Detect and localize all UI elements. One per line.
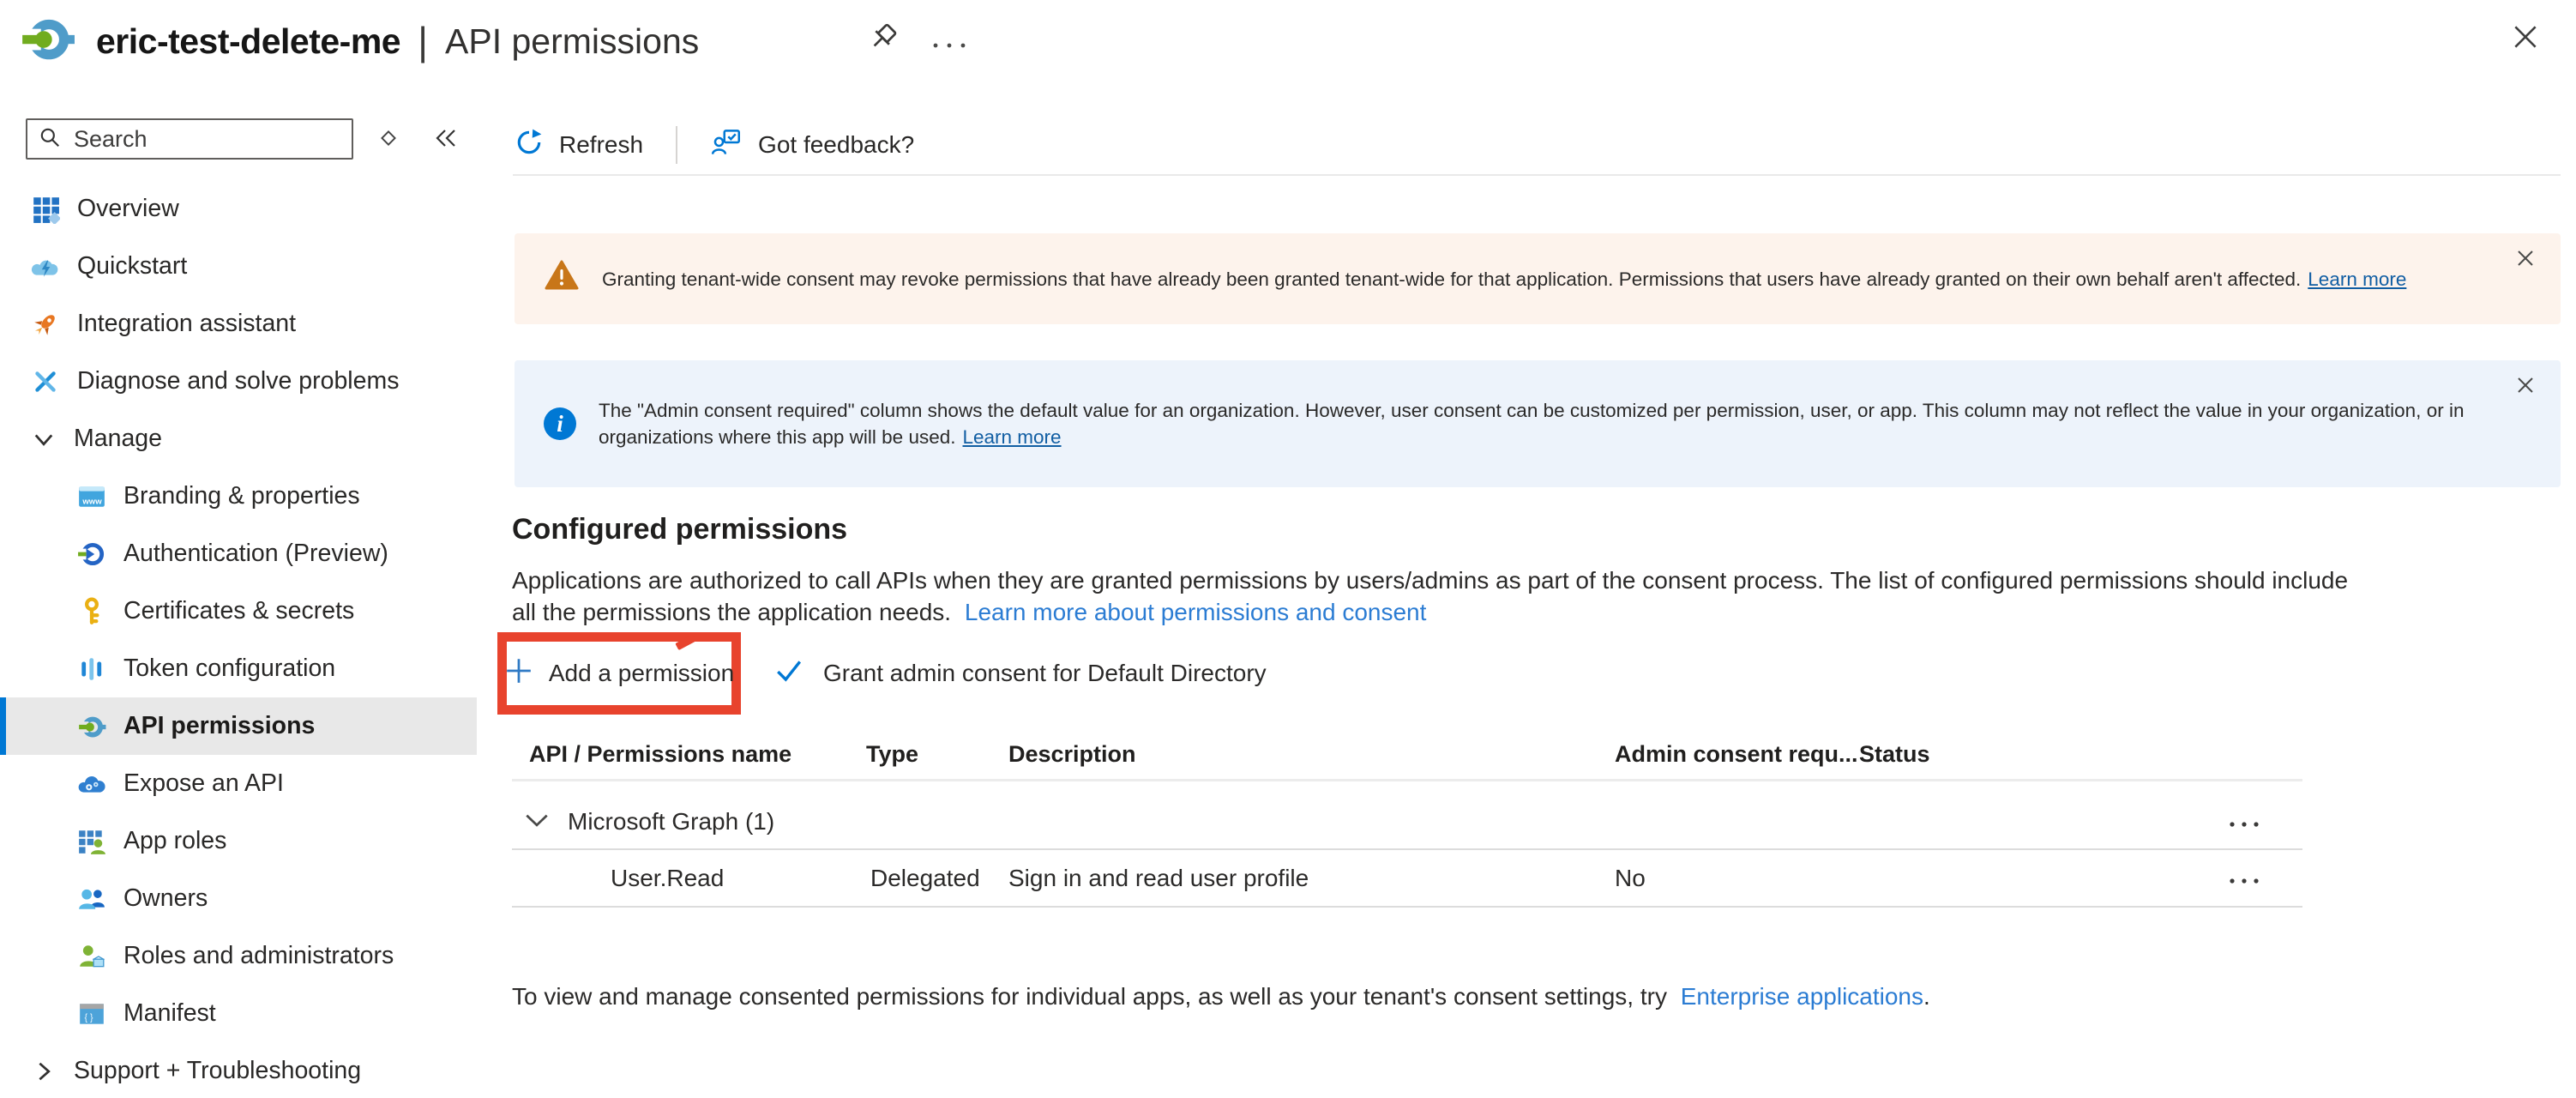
column-header-type[interactable]: Type <box>866 741 919 767</box>
column-header-status[interactable]: Status <box>1859 741 1930 767</box>
search-input[interactable] <box>72 125 341 154</box>
sidebar-item-label: App roles <box>123 827 227 854</box>
info-banner <box>515 360 2561 487</box>
refresh-label: Refresh <box>559 131 644 158</box>
blade-name: API permissions <box>445 21 700 61</box>
warning-close-icon[interactable] <box>2513 245 2538 278</box>
table-header-divider <box>512 779 2302 781</box>
sidebar-group-label: Support + Troubleshooting <box>74 1057 362 1084</box>
sidebar-item-expose-api[interactable] <box>0 755 477 812</box>
overview-icon <box>31 195 60 224</box>
page-title <box>96 0 699 82</box>
warning-text: Granting tenant-wide consent may revoke permissions that have already been granted tenant-wide for that application. Permissions that users have already granted on their own behalf aren't affected. Learn more <box>602 268 2407 290</box>
sidebar-item-roles-admins[interactable] <box>0 927 477 985</box>
permission-name-link[interactable]: User.Read <box>611 865 725 891</box>
highlight-box <box>497 632 741 715</box>
sidebar-item-integration-assistant[interactable] <box>0 295 477 353</box>
column-header-name[interactable]: API / Permissions name <box>529 741 792 767</box>
permission-row-menu-button[interactable] <box>2219 868 2272 897</box>
plus-icon <box>504 656 533 691</box>
sidebar-item-overview[interactable] <box>0 180 477 238</box>
toolbar-divider <box>676 126 677 164</box>
table-row-divider <box>512 848 2302 850</box>
chevron-right-icon <box>31 1059 57 1084</box>
sidebar-item-label: Quickstart <box>77 252 188 280</box>
authentication-icon <box>77 540 106 569</box>
group-row-menu-button[interactable] <box>2219 811 2272 841</box>
close-blade-icon[interactable] <box>2507 19 2543 59</box>
sidebar-group-manage[interactable] <box>0 410 477 468</box>
sidebar-item-authentication[interactable] <box>0 525 477 582</box>
refresh-icon <box>515 128 544 163</box>
integration-assistant-icon <box>31 310 60 339</box>
menu-items <box>0 180 491 1098</box>
warning-learn-more-link[interactable]: Learn more <box>2308 268 2407 290</box>
sidebar-item-token-configuration[interactable] <box>0 640 477 697</box>
svg-text:{ }: { } <box>84 1011 93 1023</box>
refresh-button[interactable] <box>515 128 643 163</box>
toolbar-separator-line <box>513 174 2561 176</box>
sidebar-item-owners[interactable] <box>0 870 477 927</box>
app-roles-icon <box>77 827 106 856</box>
api-permissions-icon <box>77 712 106 741</box>
more-commands-icon[interactable] <box>924 34 974 60</box>
quickstart-icon <box>31 252 60 281</box>
grant-admin-consent-label: Grant admin consent for Default Directory <box>823 660 1267 686</box>
sidebar-item-label: Token configuration <box>123 655 336 682</box>
pin-icon[interactable] <box>864 22 906 63</box>
sidebar-group-label: Manage <box>74 425 162 452</box>
diagnose-tools-icon <box>31 367 60 396</box>
sidebar-item-label: Diagnose and solve problems <box>77 367 400 395</box>
sidebar-item-manifest[interactable] <box>0 985 477 1042</box>
enterprise-applications-link[interactable]: Enterprise applications <box>1680 983 1924 1010</box>
command-bar <box>515 118 914 172</box>
svg-text:www: www <box>82 497 102 506</box>
warning-banner <box>515 233 2561 324</box>
manifest-icon <box>77 999 106 1029</box>
blade-menu <box>0 86 491 1098</box>
checkmark-icon <box>773 656 804 691</box>
feedback-button[interactable] <box>710 128 914 163</box>
admin-consent-required-cell: No <box>1615 865 1646 891</box>
sidebar-item-certificates[interactable] <box>0 582 477 640</box>
app-name: eric-test-delete-me <box>96 21 401 61</box>
chevron-down-icon <box>31 426 57 452</box>
roles-admins-icon <box>77 942 106 971</box>
sidebar-item-label: Certificates & secrets <box>123 597 355 624</box>
sidebar-item-api-permissions[interactable] <box>0 697 477 755</box>
feedback-icon <box>710 128 743 163</box>
permission-description-cell: Sign in and read user profile <box>1008 865 1309 891</box>
feedback-label: Got feedback? <box>758 131 915 158</box>
sidebar-item-label: Integration assistant <box>77 310 297 337</box>
permissions-consent-link[interactable]: Learn more about permissions and consent <box>964 599 1427 625</box>
sidebar-item-label: Roles and administrators <box>123 942 394 969</box>
section-title: Configured permissions <box>512 513 848 546</box>
add-permission-label: Add a permission <box>548 660 735 686</box>
branding-icon <box>77 482 106 511</box>
warning-triangle-icon <box>544 258 580 299</box>
footer-note: To view and manage consented permissions for individual apps, as well as your tenant's consent settings, try Enterprise applications. <box>512 983 1930 1010</box>
sidebar-item-label: Branding & properties <box>123 482 360 510</box>
collapse-menu-icon[interactable] <box>430 125 461 155</box>
owners-icon <box>77 884 106 914</box>
add-permission-button[interactable] <box>504 656 734 691</box>
title-separator: | <box>418 19 429 63</box>
sidebar-item-app-roles[interactable] <box>0 812 477 870</box>
token-configuration-icon <box>77 655 106 684</box>
table-row-divider <box>512 906 2302 908</box>
api-group-link[interactable]: Microsoft Graph (1) <box>568 808 775 835</box>
info-text: The "Admin consent required" column shows the default value for an organization. However, user consent can be customized per permission, user, or app. This column may not reflect the value in your organization, or in organizations where this app will be used. Learn more <box>599 400 2465 448</box>
column-header-admin-consent[interactable]: Admin consent requ... <box>1615 741 1858 767</box>
sidebar-item-diagnose[interactable] <box>0 353 477 410</box>
info-learn-more-link[interactable]: Learn more <box>962 426 1062 448</box>
sidebar-group-support[interactable] <box>0 1042 477 1098</box>
blade-header <box>0 0 2576 86</box>
column-header-description[interactable]: Description <box>1008 741 1136 767</box>
sidebar-item-label: Manifest <box>123 999 216 1027</box>
sidebar-item-quickstart[interactable] <box>0 238 477 295</box>
sidebar-item-label: Authentication (Preview) <box>123 540 388 567</box>
group-expand-chevron-icon[interactable] <box>525 813 549 832</box>
resize-handle-icon[interactable] <box>376 125 401 155</box>
sidebar-item-label: Overview <box>77 195 179 222</box>
app-registration-icon <box>19 10 75 71</box>
sidebar-item-branding[interactable] <box>0 468 477 525</box>
expose-api-icon <box>77 769 106 799</box>
info-icon: i <box>544 407 576 440</box>
search-icon <box>38 125 62 154</box>
section-description: Applications are authorized to call APIs when they are granted permissions by users/admins as part of the consent process. The list of configured permissions should include all the permissions the application needs. Learn more about permissions and consent <box>512 567 2349 625</box>
menu-search-box[interactable] <box>26 118 353 160</box>
grant-admin-consent-button[interactable] <box>773 632 1267 715</box>
permission-type-cell: Delegated <box>870 865 980 891</box>
info-close-icon[interactable] <box>2513 372 2538 405</box>
key-icon <box>77 597 106 626</box>
sidebar-item-label: Expose an API <box>123 769 284 797</box>
sidebar-item-label: API permissions <box>123 712 316 739</box>
sidebar-item-label: Owners <box>123 884 208 912</box>
